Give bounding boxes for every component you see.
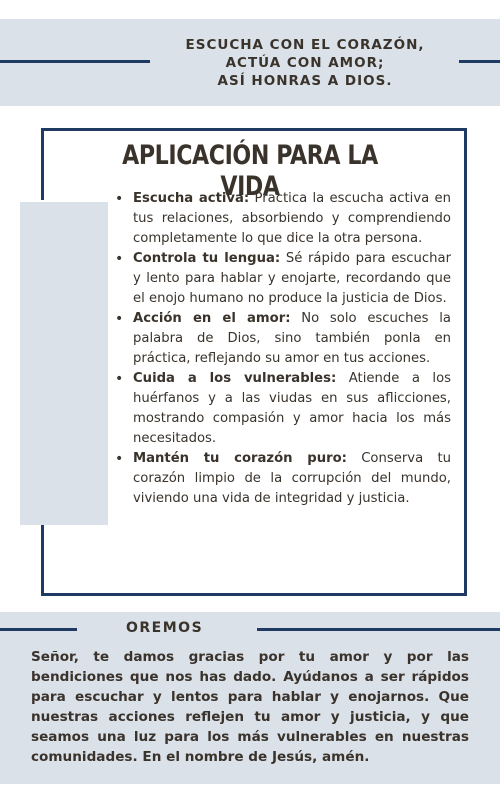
prayer-divider-left [0,628,77,631]
item-text: Conserva tu corazón limpio de la corrupción del mundo, viviendo una vida de integridad y justicia. [133,451,451,506]
prayer-text: Señor, te damos gracias por tu amor y por las bendiciones que nos has dado. Ayúdanos a ser rápidos para escuchar y lentos para hablar y enojarnos. Que nuestras acciones reflejen tu amor y justicia, y que seamos una luz para los más vulnerables en nuestras comunidades. En el nombre de Jesús, amén. [31,649,469,765]
list-item [111,449,451,509]
decorative-gray-block [20,202,108,525]
prayer-heading: OREMOS [126,620,204,636]
header-divider-left [0,60,150,63]
quote-line-3: ASÍ HONRAS A DIOS. [217,73,393,89]
page-title: APLICACIÓN PARA LA VIDA [122,140,378,202]
list-item [111,309,451,369]
list-item [111,369,451,449]
application-list [111,189,451,509]
list-item [111,189,451,249]
header-quote [160,36,450,90]
prayer-divider-right [257,628,500,631]
item-lead: Mantén tu corazón puro: [133,451,347,466]
item-text: Atiende a los huérfanos y a las viudas en sus aflicciones, mostrando compasión y amor hacia los más necesitados. [133,371,452,446]
item-text: Sé rápido para escuchar y lento para hablar y enojarte, recordando que el enojo humano no produce la justicia de Dios. [133,251,451,306]
header-divider-right [459,60,500,63]
item-lead: Controla tu lengua: [133,251,281,266]
bullet-icon: • [115,191,124,207]
item-lead: Cuida a los vulnerables: [133,371,337,386]
item-text: No solo escuches la palabra de Dios, sino también ponla en práctica, reflejando su amor en tus acciones. [133,311,451,366]
list-item [111,249,451,309]
bullet-icon: • [115,251,124,267]
item-text: Practica la escucha activa en tus relaciones, absorbiendo y comprendiendo completamente lo que dice la otra persona. [133,191,451,246]
item-lead: Acción en el amor: [133,311,291,326]
item-lead: Escucha activa: [133,191,250,206]
quote-line-2: ACTÚA CON AMOR; [225,55,385,71]
bullet-icon: • [115,371,124,387]
bullet-icon: • [115,451,124,467]
quote-line-1: ESCUCHA CON EL CORAZÓN, [185,37,425,53]
bullet-icon: • [115,311,124,327]
